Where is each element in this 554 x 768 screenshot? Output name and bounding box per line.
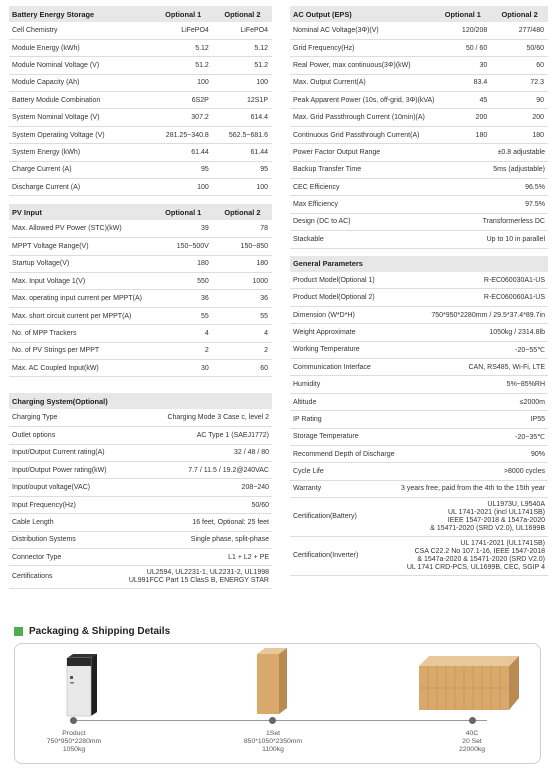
general-title: General Parameters: [290, 256, 548, 272]
battery-title: Battery Energy Storage: [9, 6, 154, 22]
table-row: [290, 411, 548, 428]
spec-label: Grid Frequency(Hz): [290, 39, 434, 56]
spec-value: 5ms (adjustable): [434, 161, 548, 178]
spec-label: Product Model(Optional 2): [290, 289, 380, 306]
spec-label: IP Rating: [290, 411, 380, 428]
table-row: [9, 531, 272, 548]
packaging-heading: [14, 626, 170, 637]
package-label-set: [218, 730, 328, 754]
spec-value-1: 180: [434, 126, 491, 143]
spec-value-2: 180: [213, 255, 272, 272]
spec-value-1: 281.25~340.8: [154, 126, 213, 143]
table-row: [9, 74, 272, 91]
table-row: [9, 307, 272, 324]
spec-value-2: 50/60: [491, 39, 548, 56]
spec-value: -20~55℃: [380, 341, 548, 358]
table-row: [290, 92, 548, 109]
spec-label: Battery Module Combination: [9, 92, 154, 109]
spec-value-2: 200: [491, 109, 548, 126]
spec-value-2: 60: [491, 57, 548, 74]
table-row: [290, 306, 548, 323]
table-row: [290, 196, 548, 213]
spec-label: Input/Output Current rating(A): [9, 444, 109, 461]
table-row: [290, 109, 548, 126]
spec-label: Dimension (W*D*H): [290, 306, 380, 323]
table-row: [290, 445, 548, 462]
right-column: [290, 6, 548, 576]
battery-col1: Optional 1: [154, 6, 213, 22]
spec-value-2: 12S1P: [213, 92, 272, 109]
table-row: [9, 57, 272, 74]
table-row: [9, 220, 272, 237]
spec-label: Max. short circuit current per MPPT(A): [9, 307, 154, 324]
table-row: [290, 57, 548, 74]
spec-label: No. of PV Strings per MPPT: [9, 342, 154, 359]
spec-value-2: 72.3: [491, 74, 548, 91]
spec-label: Certification(Battery): [290, 498, 380, 537]
packaging-marker-icon: [14, 627, 23, 636]
packaging-panel: [14, 643, 541, 764]
spec-label: Input Frequency(Hz): [9, 496, 109, 513]
spec-label: Max. Grid Passthrough Current (10min)(A): [290, 109, 434, 126]
spec-value: -20~35℃: [380, 428, 548, 445]
spec-value: ≤2000m: [380, 393, 548, 410]
spec-label: Module Capacity (Ah): [9, 74, 154, 91]
package-dims: 20 Set: [462, 738, 482, 745]
container-load-icon: [417, 652, 521, 716]
spec-value: AC Type 1 (SAEJ1772): [109, 427, 272, 444]
table-row: [9, 496, 272, 513]
spec-value: UL1973U, L9540A UL 1741-2021 (incl UL1741SB) IEEE 1547-2018 & 1547a-2020 & 15471-2020 (SRD V2.0), UL1699B: [380, 498, 548, 537]
spec-label: Charging Type: [9, 409, 109, 426]
spec-value: 32 / 48 / 80: [109, 444, 272, 461]
package-dims: 850*1050*2350mm: [243, 738, 303, 745]
spec-value: 1050kg / 2314.8lb: [380, 324, 548, 341]
spec-value-1: 4: [154, 325, 213, 342]
spec-label: Charge Current (A): [9, 161, 154, 178]
spec-value: 3 years free, paid from the 4th to the 15th year: [380, 480, 548, 497]
package-weight: 22000kg: [458, 746, 486, 753]
timeline-dot-product: [70, 717, 77, 724]
spec-value-2: 562.5~681.6: [213, 126, 272, 143]
spec-value: 7.7 / 11.5 / 19.2@240VAC: [109, 462, 272, 479]
table-row: [9, 92, 272, 109]
charging-title: Charging System(Optional): [9, 393, 272, 409]
table-row: [9, 126, 272, 143]
spec-value-2: 100: [213, 179, 272, 196]
spec-label: Max. AC Coupled Input(kW): [9, 360, 154, 377]
spec-label: System Operating Voltage (V): [9, 126, 154, 143]
spec-value: 50/60: [109, 496, 272, 513]
spec-value-1: 150~500V: [154, 238, 213, 255]
spec-value-1: 51.2: [154, 57, 213, 74]
spec-label: Warranty: [290, 480, 380, 497]
general-table: [290, 256, 548, 577]
spec-value-1: 550: [154, 273, 213, 290]
spec-label: Design (DC to AC): [290, 213, 434, 230]
spec-value-1: 50 / 60: [434, 39, 491, 56]
spec-value-2: 51.2: [213, 57, 272, 74]
table-row: [290, 393, 548, 410]
spec-value: Charging Mode 3 Case c, level 2: [109, 409, 272, 426]
table-row: [9, 566, 272, 589]
table-row: [9, 444, 272, 461]
spec-value: Single phase, split-phase: [109, 531, 272, 548]
table-row: [290, 213, 548, 230]
table-row: [290, 498, 548, 537]
package-name: 40C: [465, 730, 479, 737]
spec-value-1: 6S2P: [154, 92, 213, 109]
spec-label: Continuous Grid Passthrough Current(A): [290, 126, 434, 143]
spec-value: UL2594, UL2231-1, UL2231-2, UL1998 UL991FCC Part 15 ClasS B, ENERGY STAR: [109, 566, 272, 589]
spec-value: R-EC060030A1-US: [380, 272, 548, 289]
table-row: [290, 272, 548, 289]
spec-label: Recommend Depth of Discharge: [290, 445, 380, 462]
spec-value: IP55: [380, 411, 548, 428]
spec-value-2: 614.4: [213, 109, 272, 126]
table-row: [290, 289, 548, 306]
spec-label: Cable Length: [9, 514, 109, 531]
pv-table: [9, 204, 272, 377]
packaging-title: Packaging & Shipping Details: [29, 626, 171, 637]
spec-label: Stackable: [290, 231, 434, 248]
spec-label: Cycle Life: [290, 463, 380, 480]
spec-label: Weight Approximate: [290, 324, 380, 341]
table-row: [290, 74, 548, 91]
spec-value-1: 120/208: [434, 22, 491, 39]
table-row: [9, 144, 272, 161]
table-row: [9, 325, 272, 342]
table-row: [290, 126, 548, 143]
package-weight: 1100kg: [262, 746, 284, 753]
table-row: [290, 359, 548, 376]
pv-col1: Optional 1: [154, 204, 213, 220]
spec-label: Input/Output Power rating(kW): [9, 462, 109, 479]
package-label-container: [417, 730, 527, 754]
spec-label: Distribution Systems: [9, 531, 109, 548]
spec-label: Max. Allowed PV Power (STC)(kW): [9, 220, 154, 237]
table-row: [9, 255, 272, 272]
spec-value-1: 5.12: [154, 39, 213, 56]
package-name: 1Set: [266, 730, 280, 737]
spec-label: Max. operating input current per MPPT(A): [9, 290, 154, 307]
ac-title: AC Output (EPS): [290, 6, 434, 22]
spec-value-2: 4: [213, 325, 272, 342]
table-row: [290, 376, 548, 393]
table-row: [9, 22, 272, 39]
spec-value-1: 83.4: [434, 74, 491, 91]
charging-table: [9, 393, 272, 589]
spec-label: Max. Output Current(A): [290, 74, 434, 91]
spec-value: 208~240: [109, 479, 272, 496]
spec-value-1: 180: [154, 255, 213, 272]
table-row: [290, 22, 548, 39]
spec-value: R-EC060060A1-US: [380, 289, 548, 306]
spec-value-1: 39: [154, 220, 213, 237]
table-row: [9, 161, 272, 178]
spec-value: >8000 cycles: [380, 463, 548, 480]
table-row: [9, 39, 272, 56]
spec-value-1: 100: [154, 179, 213, 196]
spec-value-1: 307.2: [154, 109, 213, 126]
spec-label: Input/ouput voltage(VAC): [9, 479, 109, 496]
table-row: [9, 514, 272, 531]
spec-value-1: 30: [434, 57, 491, 74]
spec-value-2: 78: [213, 220, 272, 237]
spec-label: Altitude: [290, 393, 380, 410]
pv-col2: Optional 2: [213, 204, 272, 220]
crate-icon: [255, 648, 291, 716]
spec-value: L1 + L2 + PE: [109, 549, 272, 566]
spec-label: Certification(Inverter): [290, 537, 380, 576]
spec-label: Certifications: [9, 566, 109, 589]
spec-label: Discharge Current (A): [9, 179, 154, 196]
spec-label: Cell Chemistry: [9, 22, 154, 39]
spec-label: Communication Interface: [290, 359, 380, 376]
spec-value-1: 100: [154, 74, 213, 91]
table-row: [9, 238, 272, 255]
spec-value: Transformerless DC: [434, 213, 548, 230]
table-row: [290, 161, 548, 178]
product-cabinet-icon: [61, 654, 101, 718]
spec-value-1: 61.44: [154, 144, 213, 161]
spec-value-2: 61.44: [213, 144, 272, 161]
spec-label: Real Power, max continuous(3Φ)(kW): [290, 57, 434, 74]
table-row: [9, 342, 272, 359]
spec-value-2: 180: [491, 126, 548, 143]
spec-value-1: LiFePO4: [154, 22, 213, 39]
table-row: [9, 273, 272, 290]
ac-col2: Optional 2: [491, 6, 548, 22]
spec-value-1: 45: [434, 92, 491, 109]
spec-value-1: 55: [154, 307, 213, 324]
spec-value: 750*950*2280mm / 29.5*37.4*89.7in: [380, 306, 548, 323]
spec-value-2: 100: [213, 74, 272, 91]
spec-label: No. of MPP Trackers: [9, 325, 154, 342]
table-row: [9, 109, 272, 126]
table-row: [290, 341, 548, 358]
table-row: [290, 324, 548, 341]
spec-label: Storage Temperature: [290, 428, 380, 445]
spec-label: Nominal AC Voltage(3Φ)(V): [290, 22, 434, 39]
ac-table: [290, 6, 548, 249]
spec-label: Module Energy (kWh): [9, 39, 154, 56]
spec-label: Humidity: [290, 376, 380, 393]
spec-label: Outlet options: [9, 427, 109, 444]
spec-label: Connector Type: [9, 549, 109, 566]
spec-value-2: 90: [491, 92, 548, 109]
spec-value-2: LiFePO4: [213, 22, 272, 39]
spec-value-2: 95: [213, 161, 272, 178]
spec-value-2: 60: [213, 360, 272, 377]
table-row: [290, 480, 548, 497]
spec-label: Max Efficiency: [290, 196, 434, 213]
table-row: [290, 179, 548, 196]
spec-label: Module Nominal Voltage (V): [9, 57, 154, 74]
battery-table: [9, 6, 272, 196]
table-row: [9, 427, 272, 444]
spec-value: 16 feet, Optional: 25 feet: [109, 514, 272, 531]
spec-value: CAN, RS485, Wi-Fi, LTE: [380, 359, 548, 376]
spec-label: Backup Transfer Time: [290, 161, 434, 178]
spec-value-2: 2: [213, 342, 272, 359]
spec-value-2: 55: [213, 307, 272, 324]
table-row: [9, 179, 272, 196]
spec-label: Working Temperature: [290, 341, 380, 358]
spec-value: 90%: [380, 445, 548, 462]
spec-label: Max. Input Voltage 1(V): [9, 273, 154, 290]
spec-value-1: 2: [154, 342, 213, 359]
table-row: [290, 39, 548, 56]
timeline-dot-set: [269, 717, 276, 724]
table-row: [290, 463, 548, 480]
pv-title: PV Input: [9, 204, 154, 220]
table-row: [9, 409, 272, 426]
spec-label: Product Model(Optional 1): [290, 272, 380, 289]
spec-value-1: 30: [154, 360, 213, 377]
spec-label: System Energy (kWh): [9, 144, 154, 161]
package-dims: 750*950*2280mm: [46, 738, 102, 745]
spec-value: UL 1741-2021 (UL1741SB) CSA C22.2 No 107.1-16, IEEE 1547-2018 & 1547a-2020 & 15471-2020 (SRD V2.0) UL 1741 CRD-PCS, UL1699B, CEC, SGIP 4: [380, 537, 548, 576]
table-row: [9, 360, 272, 377]
spec-value-2: 277/480: [491, 22, 548, 39]
spec-value: ±0.8 adjustable: [434, 144, 548, 161]
package-weight: 1050kg: [62, 746, 86, 753]
table-row: [290, 537, 548, 576]
spec-label: CEC Efficiency: [290, 179, 434, 196]
table-row: [9, 549, 272, 566]
table-row: [9, 462, 272, 479]
spec-value-1: 36: [154, 290, 213, 307]
table-row: [290, 428, 548, 445]
spec-label: Power Factor Output Range: [290, 144, 434, 161]
spec-value-1: 95: [154, 161, 213, 178]
ac-col1: Optional 1: [434, 6, 491, 22]
spec-label: System Nominal Voltage (V): [9, 109, 154, 126]
table-row: [9, 479, 272, 496]
spec-value-2: 1000: [213, 273, 272, 290]
spec-label: Startup Voltage(V): [9, 255, 154, 272]
left-column: [9, 6, 272, 589]
timeline-dot-container: [469, 717, 476, 724]
spec-value: 5%~85%RH: [380, 376, 548, 393]
spec-value: 96.5%: [434, 179, 548, 196]
spec-value-2: 5.12: [213, 39, 272, 56]
spec-label: MPPT Voltage Range(V): [9, 238, 154, 255]
package-name: Product: [62, 730, 86, 737]
table-row: [290, 144, 548, 161]
battery-col2: Optional 2: [213, 6, 272, 22]
table-row: [9, 290, 272, 307]
table-row: [290, 231, 548, 248]
spec-value: 97.5%: [434, 196, 548, 213]
spec-value-2: 150~850: [213, 238, 272, 255]
package-label-product: [19, 730, 129, 754]
spec-value-2: 36: [213, 290, 272, 307]
packaging-timeline: [73, 720, 487, 721]
spec-value-1: 200: [434, 109, 491, 126]
spec-label: Peak Apparent Power (10s, off-grid, 3Φ)(kVA): [290, 92, 434, 109]
spec-value: Up to 10 in parallel: [434, 231, 548, 248]
